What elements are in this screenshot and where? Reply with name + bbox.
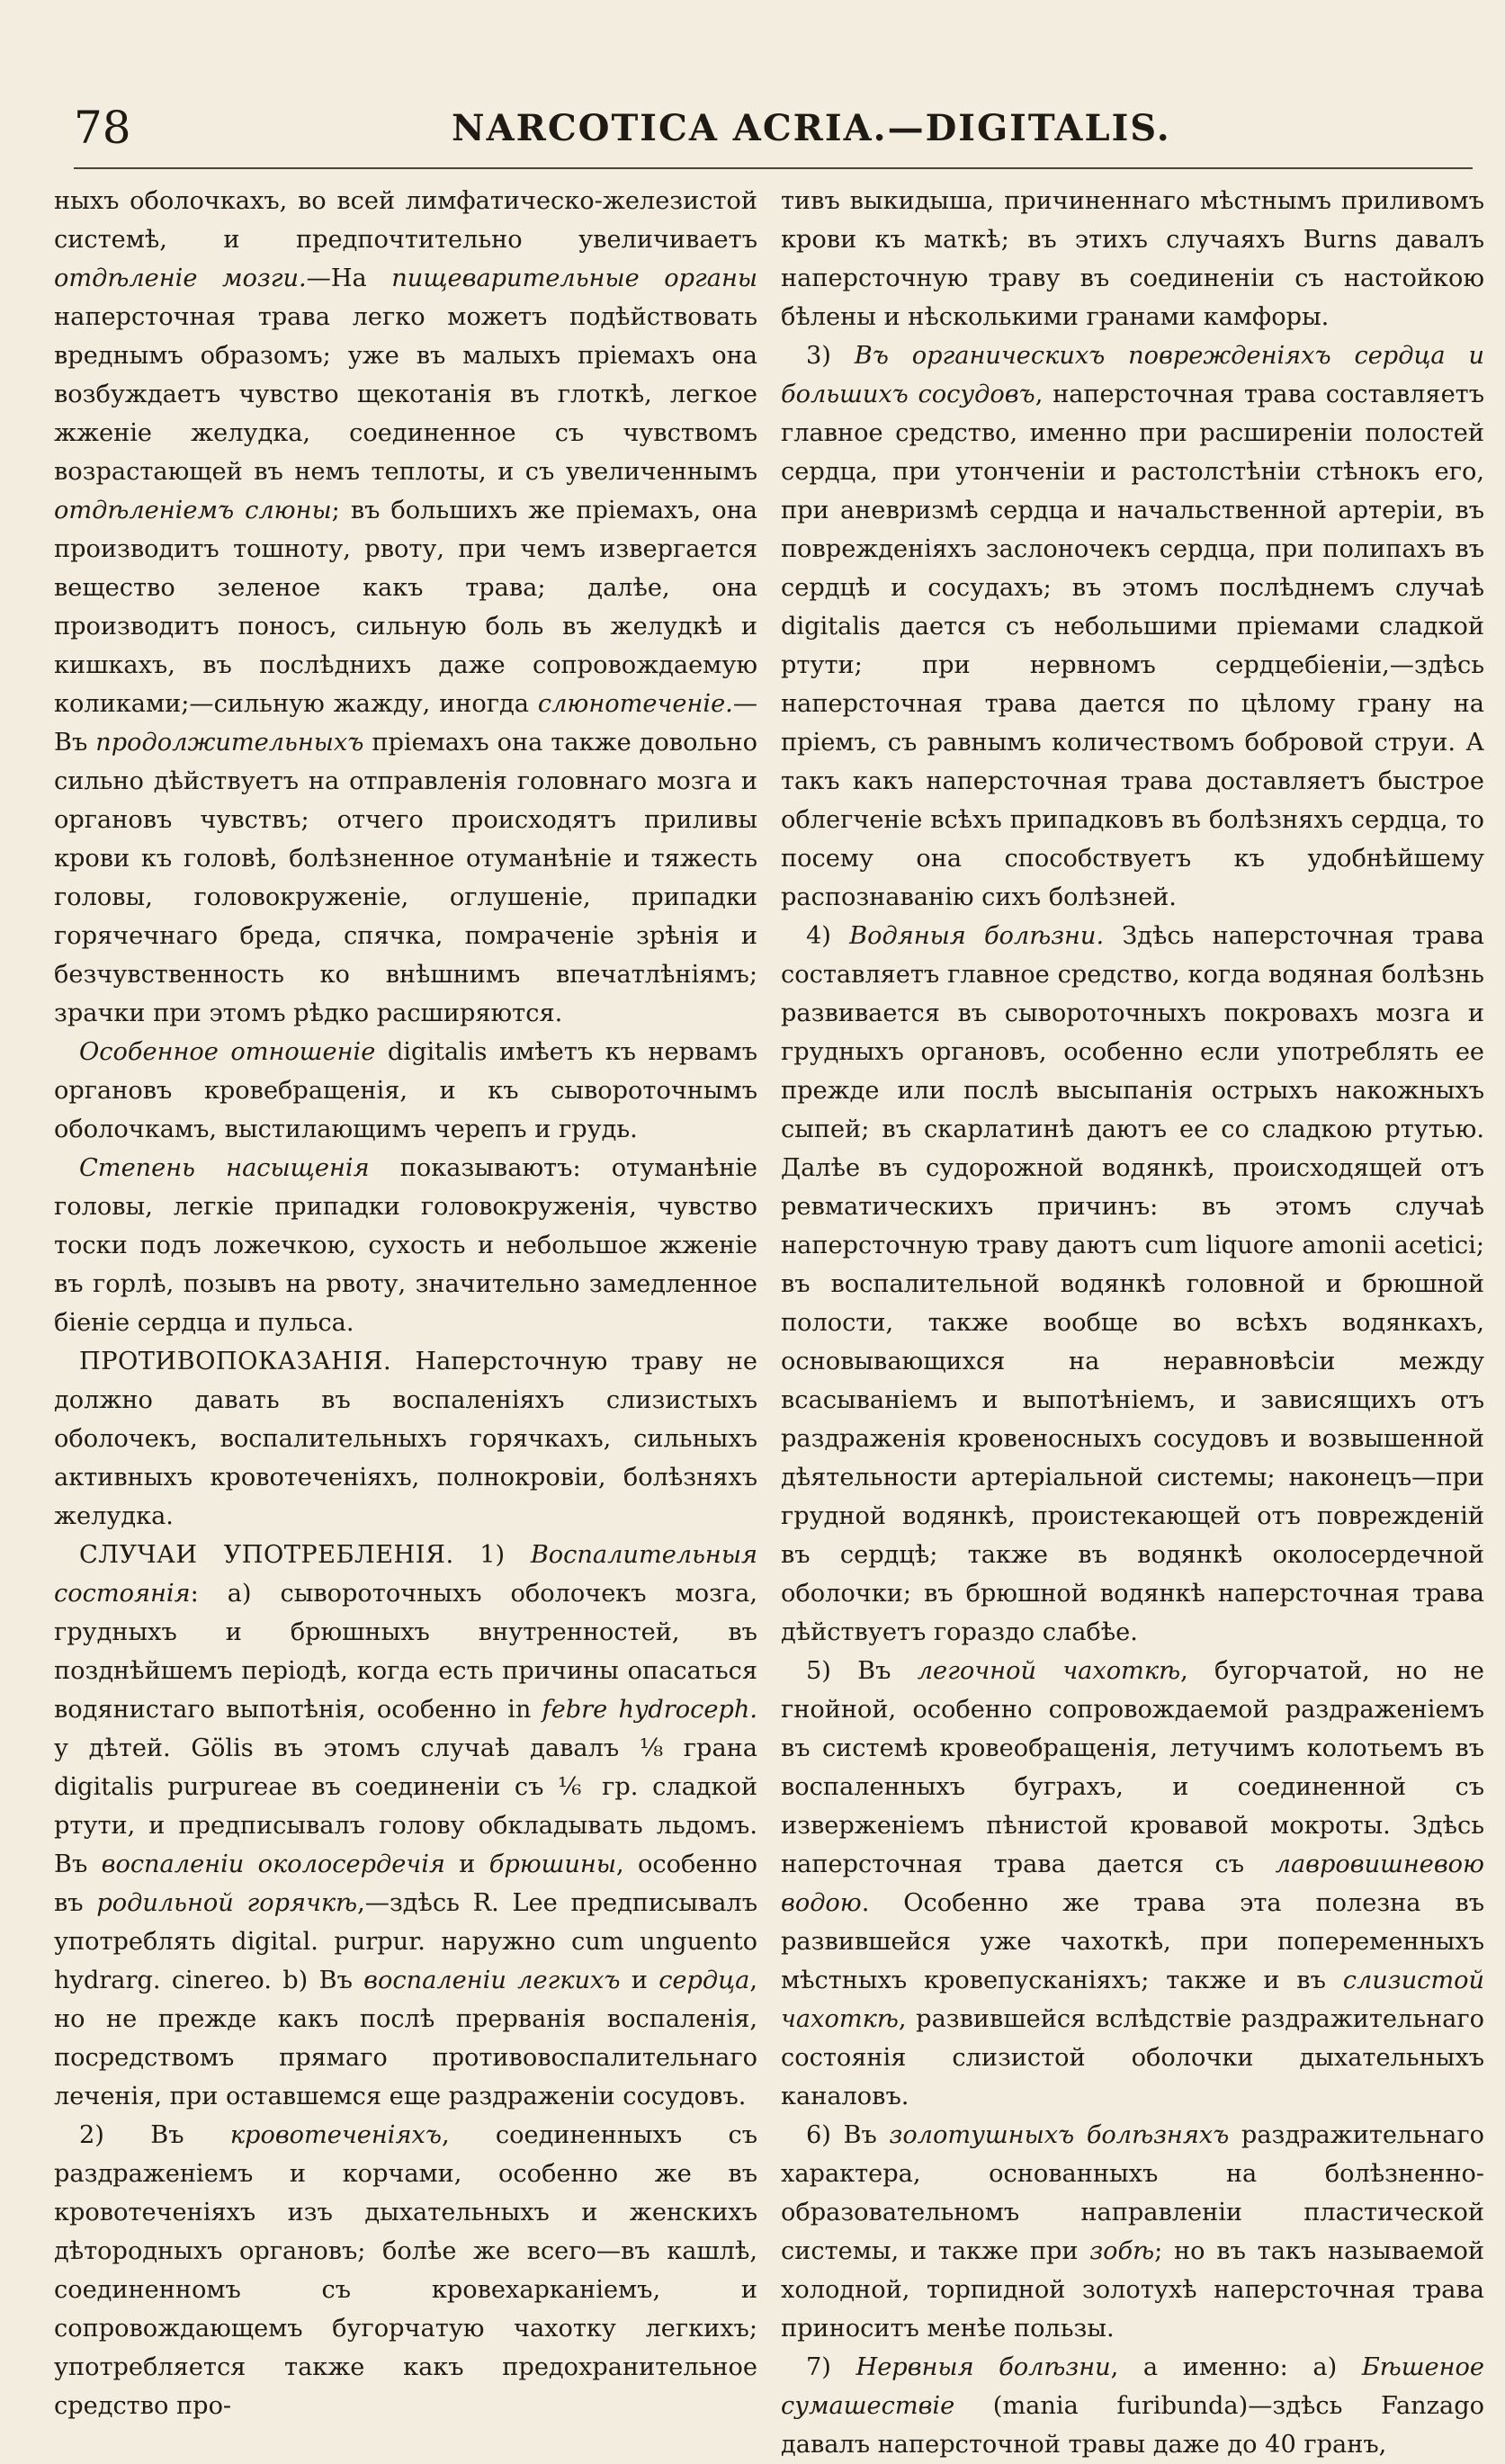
text-run: ; но въ такъ называемой холодной, торпидной золотухѣ наперсточная трава приноситъ менѣе пользы. xyxy=(781,2237,1484,2343)
paragraph-nervous-diseases xyxy=(781,2348,1484,2464)
page-number: 78 xyxy=(74,102,131,154)
text-run: digitalis имѣетъ къ нервамъ органовъ кровебращенія, и къ сывороточнымъ оболочкамъ, выстилающимъ черепъ и грудь. xyxy=(54,1038,758,1143)
italic-term: отдѣленіемъ слюны xyxy=(54,497,332,524)
text-run: (mania furibunda)—здѣсь Fanzago давалъ наперсточной травы даже до 40 гранъ, xyxy=(781,2392,1484,2459)
paragraph-hemorrhages xyxy=(54,2116,757,2425)
text-run: 2) Въ xyxy=(79,2121,230,2149)
text-run: , но не прежде какъ послѣ прерванія воспаленія, посредствомъ прямаго противовоспалительнаго леченія, при оставшемся еще раздраженіи сосудовъ. xyxy=(54,1967,757,2110)
text-run: , особенно въ xyxy=(54,1850,757,1917)
text-run: 6) Въ xyxy=(806,2121,890,2149)
italic-term: продолжительныхъ xyxy=(95,729,364,757)
text-run: 4) xyxy=(806,922,850,950)
text-run: , бугорчатой, но не гнойной, особенно сопровождаемой раздраженіемъ въ системѣ кровеобращенія, летучимъ колотьемъ въ воспаленныхъ буграхъ, и соединенной съ изверженіемъ пѣнистой кровавой мокроты. Здѣсь наперсточная трава дается съ xyxy=(781,1657,1484,1878)
text-run: и xyxy=(444,1850,489,1878)
italic-term: Водяныя болѣзни. xyxy=(849,922,1105,950)
italic-term: воспаленіи легкихъ xyxy=(363,1967,621,1994)
paragraph-dropsy xyxy=(781,917,1484,1652)
italic-term: слюнотеченіе. xyxy=(537,690,733,718)
text-run: . Особенно же трава эта полезна въ развившейся уже чахоткѣ, при попеременныхъ мѣстныхъ кровепусканіяхъ; также и въ xyxy=(781,1889,1484,1994)
text-run: 1) xyxy=(453,1541,531,1569)
italic-term: брюшины xyxy=(488,1850,616,1878)
text-run: , наперсточная трава составляетъ главное средство, именно при расширеніи полостей сердца, при утонченіи и растолстѣніи стѣнокъ его, при аневризмѣ сердца и начальственной артеріи, въ поврежденіяхъ заслоночекъ сердца, при полипахъ въ сердцѣ и сосудахъ; въ этомъ послѣднемъ случаѣ digitalis дается съ небольшими пріемами сладкой ртути; при нервномъ сердцебіеніи,—здѣсь наперсточная трава дается по цѣлому грану на пріемъ, съ равнымъ количествомъ бобровой струи. А такъ какъ наперсточная трава доставляетъ быстрое облегченіе всѣхъ припадковъ въ болѣзняхъ сердца, то посему она способствуетъ къ удобнѣйшему распознаванію сихъ болѣзней. xyxy=(781,381,1485,911)
text-run: тивъ выкидыша, причиненнаго мѣстнымъ приливомъ крови къ маткѣ; въ этихъ случаяхъ Burns давалъ наперсточную траву въ соединеніи съ настойкою бѣлены и нѣсколькими гранами камфоры. xyxy=(781,187,1484,331)
italic-term: зобѣ xyxy=(1089,2237,1155,2265)
section-heading: СЛУЧАИ УПОТРЕБЛЕНІЯ. xyxy=(79,1541,454,1569)
text-run: ныхъ оболочкахъ, во всей лимфатическо-железистой системѣ, и предпочтительно увеличиваетъ xyxy=(54,187,757,254)
running-head: NARCOTICA ACRIA.—DIGITALIS. xyxy=(452,107,1171,149)
italic-term: Нервныя болѣзни xyxy=(856,2353,1111,2381)
italic-term: Въ органическихъ поврежденіяхъ сердца и большихъ сосудовъ xyxy=(781,342,1484,408)
italic-term: легочной чахоткѣ xyxy=(917,1657,1181,1685)
text-run: ; въ большихъ же пріемахъ, она производитъ тошноту, рвоту, при чемъ извергается вещество зеленое какъ трава; далѣе, она производитъ поносъ, сильную боль въ желудкѣ и кишкахъ, въ послѣднихъ даже сопровождаемую коликами;—сильную жажду, иногда xyxy=(54,497,757,718)
paragraph-toxic-effects xyxy=(54,182,757,1033)
text-run: раздражительнаго характера, основанныхъ на болѣзненно-образовательномъ направленіи пластической системы, и также при xyxy=(781,2121,1485,2265)
text-run: Наперсточную траву не должно давать въ воспаленіяхъ слизистыхъ оболочекъ, воспалительныхъ горячкахъ, сильныхъ активныхъ кровотеченіяхъ, полнокровіи, болѣзняхъ желудка. xyxy=(54,1348,757,1530)
page-header xyxy=(74,101,1459,155)
text-run: , а именно: а) xyxy=(1110,2353,1362,2381)
paragraph-consumption xyxy=(781,1652,1484,2116)
italic-term: слизистой чахоткѣ xyxy=(781,1967,1484,2033)
paragraph-contraindications xyxy=(54,1342,757,1536)
italic-term: золотушныхъ болѣзняхъ xyxy=(889,2121,1230,2149)
paragraph-special-relation xyxy=(54,1033,757,1149)
section-heading: ПРОТИВОПОКАЗАНІЯ. xyxy=(79,1348,392,1375)
italic-term: воспаленіи околосердечія xyxy=(101,1850,445,1878)
text-run: ,—здѣсь R. Lee предписывалъ употреблять digital. purpur. наружно cum unguento hydrarg. cinereo. b) Въ xyxy=(54,1889,757,1994)
text-run: 7) xyxy=(806,2353,856,2381)
paragraph-miscarriage xyxy=(781,182,1484,336)
italic-term: сердца xyxy=(658,1967,750,1994)
italic-term: отдѣленіе мозги. xyxy=(54,264,307,292)
italic-term: лавровишневою водою xyxy=(781,1850,1484,1917)
left-column xyxy=(54,182,757,2425)
italic-term: родильной горячкѣ xyxy=(96,1889,358,1917)
text-run: 3) xyxy=(806,342,855,370)
header-rule xyxy=(74,167,1473,169)
italic-term: Бѣшеное сумашествіе xyxy=(781,2353,1484,2420)
text-run: , соединенныхъ съ раздраженіемъ и корчами, особенно же въ кровотеченіяхъ изъ дыхательныхъ и женскихъ дѣтородныхъ органовъ; болѣе же всего—въ кашлѣ, соединенномъ съ кровехарканіемъ, и сопровождающемъ бугорчатую чахотку легкихъ; употребляется также какъ предохранительное средство про- xyxy=(54,2121,758,2420)
italic-term: febre hydroceph. xyxy=(542,1696,757,1724)
paragraph-indications xyxy=(54,1536,757,2116)
italic-term: кровотеченіяхъ xyxy=(229,2121,442,2149)
text-run: наперсточная трава легко можетъ подѣйствовать вреднымъ образомъ; уже въ малыхъ пріемахъ она возбуждаетъ чувство щекотанія въ глоткѣ, легкое жженіе желудка, соединенное съ чувствомъ возрастающей въ немъ теплоты, и съ увеличеннымъ xyxy=(54,303,757,486)
text-run: и xyxy=(620,1967,659,1994)
paragraph-saturation xyxy=(54,1149,757,1342)
text-run: : а) сывороточныхъ оболочекъ мозга, грудныхъ и брюшныхъ внутренностей, въ позднѣйшемъ періодѣ, когда есть причины опасаться водянистаго выпотѣнія, особенно in xyxy=(54,1580,757,1724)
text-run: —Въ xyxy=(54,690,757,757)
italic-term: Особенное отношеніе xyxy=(79,1038,376,1066)
text-run: , развившейся вслѣдствіе раздражительнаго состоянія слизистой оболочки дыхательныхъ каналовъ. xyxy=(781,2005,1484,2110)
paragraph-scrofula xyxy=(781,2116,1484,2348)
text-run: пріемахъ она также довольно сильно дѣйствуетъ на отправленія головнаго мозга и органовъ чувствъ; отчего происходятъ приливы крови къ головѣ, болѣзненное отуманѣніе и тяжесть головы, головокруженіе, оглушеніе, припадки горячечнаго бреда, спячка, помраченіе зрѣнія и безчувственность ко внѣшнимъ впечатлѣніямъ; зрачки при этомъ рѣдко расширяются. xyxy=(54,729,757,1027)
text-run: 5) Въ xyxy=(806,1657,918,1685)
text-run: —На xyxy=(306,264,392,292)
text-run: показываютъ: отуманѣніе головы, легкіе припадки головокруженія, чувство тоски подъ ложечкою, сухость и небольшое жженіе въ горлѣ, позывъ на рвоту, значительно замедленное біеніе сердца и пульса. xyxy=(54,1154,757,1337)
paragraph-heart-lesions xyxy=(781,336,1484,917)
text-run: у дѣтей. Gölis въ этомъ случаѣ давалъ ⅛ грана digitalis purpureae въ соединеніи съ ⅙ гр. сладкой ртути, и предписывалъ голову обкладывать льдомъ. Въ xyxy=(54,1734,757,1878)
italic-term: пищеварительные органы xyxy=(391,264,758,292)
right-column xyxy=(781,182,1484,2464)
text-run: Здѣсь наперсточная трава составляетъ главное средство, когда водяная болѣзнь развивается въ сывороточныхъ покровахъ мозга и грудныхъ органовъ, особенно если употреблять ее прежде или послѣ высыпанія острыхъ накожныхъ сыпей; въ скарлатинѣ даютъ ее со сладкою ртутью. Далѣе въ судорожной водянкѣ, происходящей отъ ревматическихъ причинъ: въ этомъ случаѣ наперсточную траву даютъ cum liquore amonii acetici; въ воспалительной водянкѣ головной и брюшной полости, также вообще во всѣхъ водянкахъ, основывающихся на неравновѣсіи между всасываніемъ и выпотѣніемъ, и зависящихъ отъ раздраженія кровеносныхъ сосудовъ и возвышенной дѣятельности артеріальной системы; наконецъ—при грудной водянкѣ, проистекающей отъ поврежденій въ сердцѣ; также въ водянкѣ околосердечной оболочки; въ брюшной водянкѣ наперсточная трава дѣйствуетъ гораздо слабѣе. xyxy=(781,922,1484,1646)
italic-term: Степень насыщенія xyxy=(79,1154,370,1182)
italic-term: Воспалительныя состоянія xyxy=(54,1541,757,1608)
